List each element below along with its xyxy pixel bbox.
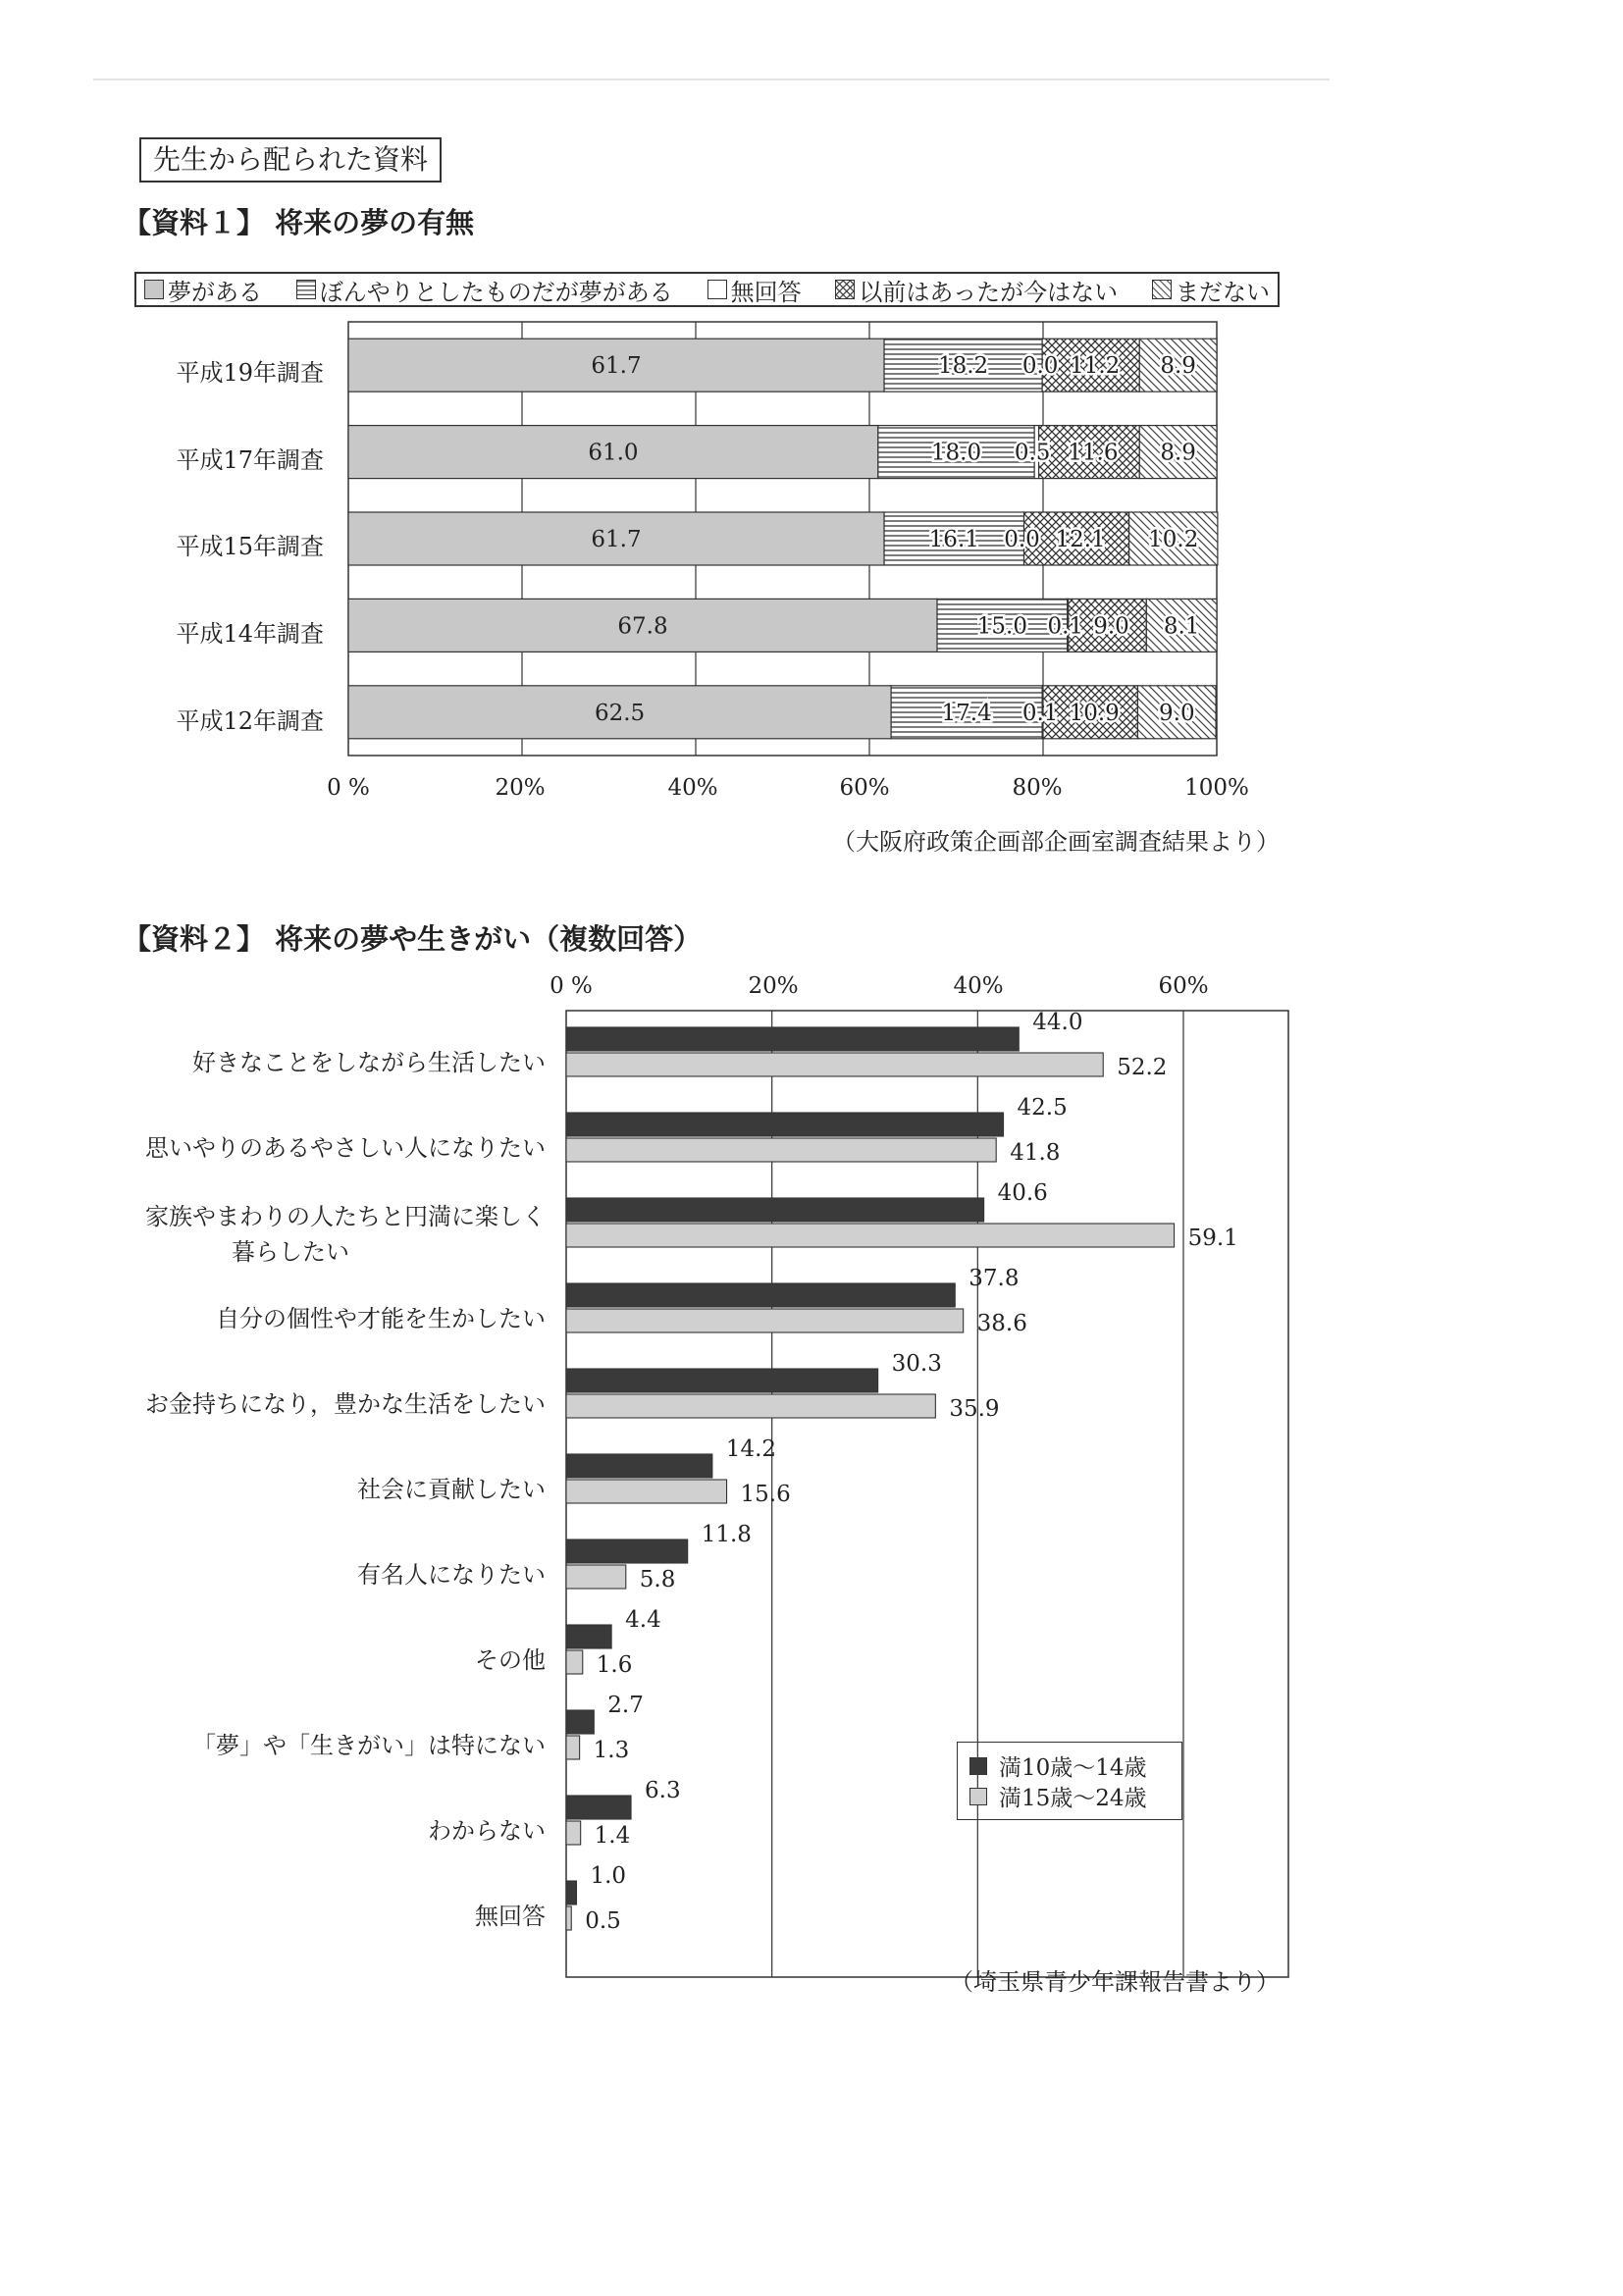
chart2-bar (566, 1309, 964, 1332)
chart2-category-label: その他 (475, 1646, 546, 1674)
chart2-category-label: 暮らしたい (232, 1238, 349, 1266)
chart1-category-label: 平成19年調査 (176, 359, 324, 387)
chart1-value-label: 11.2 (1070, 353, 1121, 380)
chart1-value-label: 61.7 (591, 353, 642, 380)
chart2-bar (566, 1650, 583, 1674)
legend-label: ぼんやりとしたものだが夢がある (319, 278, 673, 306)
chart1-value-label: 18.0 (930, 440, 982, 466)
chart1-x-tick: 100% (1184, 775, 1249, 801)
legend-swatch-light (969, 1788, 987, 1805)
chart2-bar (566, 1053, 1103, 1076)
document-label: 先生から配られた資料 (139, 137, 442, 183)
chart2-category-label: 家族やまわりの人たちと円満に楽しく (145, 1203, 546, 1230)
chart2-value-label: 35.9 (949, 1396, 1000, 1422)
chart1-value-label: 8.9 (1160, 353, 1196, 380)
chart1-value-label: 62.5 (594, 700, 646, 726)
chart2-value-label: 2.7 (607, 1693, 644, 1718)
chart2-bar (566, 1480, 727, 1503)
chart2-value-label: 6.3 (645, 1778, 681, 1803)
chart2-value-label: 14.2 (725, 1436, 777, 1462)
chart2-value-label: 30.3 (891, 1351, 942, 1377)
chart1-value-label: 9.0 (1093, 613, 1129, 640)
chart2-x-tick: 20% (748, 973, 799, 999)
legend-label: 無回答 (730, 278, 802, 306)
chart2-x-tick: 60% (1158, 973, 1209, 999)
chart2-category-label: 有名人になりたい (357, 1561, 546, 1589)
chart2-legend (957, 1742, 1182, 1820)
chart1-value-label: 0.5 (1014, 440, 1051, 466)
chart1-value-label: 15.0 (976, 613, 1028, 640)
chart1-value-label: 0.1 (1047, 613, 1084, 640)
chart2-value-label: 1.6 (596, 1652, 633, 1678)
chart1-value-label: 9.0 (1159, 700, 1195, 726)
chart2-category-label: 「夢」や「生きがい」は特にない (192, 1732, 546, 1759)
chart2-bar (566, 1283, 955, 1307)
chart1-category-label: 平成17年調査 (176, 446, 324, 474)
legend-label: 夢がある (168, 278, 262, 306)
chart2-category-label: 社会に貢献したい (357, 1476, 546, 1503)
chart2-value-label: 5.8 (639, 1567, 676, 1592)
chart2-category-label: 思いやりのあるやさしい人になりたい (145, 1134, 546, 1162)
chart2-value-label: 11.8 (701, 1522, 752, 1547)
chart1-value-label: 16.1 (928, 527, 979, 552)
chart2-value-label: 41.8 (1010, 1140, 1061, 1166)
legend-item-age-15-24 (969, 1781, 1170, 1811)
chart1-value-label: 8.9 (1160, 440, 1196, 466)
chart2-bar (566, 1821, 581, 1845)
chart2-value-label: 38.6 (976, 1311, 1027, 1336)
chart2-bar (566, 1369, 878, 1392)
chart1-x-tick: 40% (667, 775, 718, 801)
chart2-value-label: 42.5 (1017, 1095, 1068, 1121)
chart1-x-tick: 60% (839, 775, 890, 801)
chart2-bar (566, 1736, 580, 1759)
chart1-value-label: 8.1 (1163, 613, 1200, 640)
chart1-value-label: 0.0 (1021, 353, 1059, 380)
chart2-value-label: 4.4 (625, 1607, 661, 1633)
chart2-value-label: 1.0 (590, 1863, 627, 1889)
chart2-x-tick: 0 % (550, 973, 593, 999)
chart1-value-label: 10.2 (1148, 527, 1199, 552)
chart2-bar (566, 1796, 631, 1819)
chart1-category-label: 平成14年調査 (176, 620, 324, 648)
chart2-bar (566, 1881, 576, 1905)
legend-label: 満10歳～14歳 (999, 1755, 1147, 1781)
chart2-value-label: 52.2 (1117, 1055, 1168, 1080)
chart1-category-label: 平成12年調査 (176, 707, 324, 735)
legend-label: 以前はあったが今はない (859, 278, 1119, 306)
legend-label: 満15歳～24歳 (999, 1786, 1147, 1811)
chart1-value-label: 10.9 (1069, 700, 1120, 726)
chart2-value-label: 1.4 (594, 1823, 631, 1849)
chart1-value-label: 11.6 (1068, 440, 1119, 466)
legend-label: まだない (1175, 278, 1270, 306)
chart1-value-label: 61.7 (591, 527, 642, 552)
chart1-x-tick: 0 % (327, 775, 370, 801)
chart2-x-tick: 40% (953, 973, 1004, 999)
chart2-value-label: 15.6 (740, 1482, 791, 1507)
chart2-category-label: 好きなことをしながら生活したい (192, 1049, 546, 1076)
chart1-value-label: 67.8 (617, 613, 668, 640)
chart2-source: （埼玉県青少年課報告書より） (950, 1968, 1280, 1996)
chart2-bar (566, 1113, 1004, 1136)
chart1-value-label: 18.2 (937, 353, 989, 380)
chart1-x-tick: 80% (1012, 775, 1063, 801)
chart2-category-label: 無回答 (475, 1903, 546, 1930)
chart1-title: 【資料１】 将来の夢の有無 (123, 206, 475, 239)
chart2-bar (566, 1565, 626, 1589)
chart2-bar (566, 1454, 712, 1478)
chart2-value-label: 44.0 (1032, 1010, 1083, 1035)
chart1-source: （大阪府政策企画部企画室調査結果より） (832, 828, 1280, 856)
chart2-category-label: お金持ちになり，豊かな生活をしたい (145, 1390, 546, 1418)
chart1-category-label: 平成15年調査 (176, 533, 324, 560)
chart1-value-label: 0.0 (1004, 527, 1040, 552)
chart2-bar (566, 1198, 984, 1222)
chart2-bar (566, 1625, 611, 1648)
chart1-value-label: 12.1 (1055, 527, 1106, 552)
chart2-bar (566, 1138, 996, 1162)
chart2-bar (566, 1539, 688, 1563)
chart2-value-label: 0.5 (585, 1908, 621, 1934)
chart2-bar (566, 1224, 1175, 1247)
chart2-bar (566, 1710, 594, 1734)
chart2-category-label: 自分の個性や才能を生かしたい (216, 1305, 546, 1332)
chart2-value-label: 37.8 (969, 1266, 1020, 1291)
chart1-value-label: 17.4 (941, 700, 992, 726)
chart2-bar (566, 1906, 571, 1930)
chart2-title: 【資料２】 将来の夢や生きがい（複数回答） (123, 922, 703, 956)
chart2-category-label: わからない (428, 1817, 546, 1845)
chart2-value-label: 59.1 (1187, 1226, 1238, 1251)
chart1-value-label: 61.0 (588, 440, 639, 466)
legend-item-age-10-14 (969, 1750, 1170, 1781)
chart1-x-tick: 20% (495, 775, 546, 801)
chart2-value-label: 40.6 (997, 1180, 1048, 1206)
chart2-bar (566, 1027, 1019, 1051)
chart2-value-label: 1.3 (593, 1738, 630, 1763)
legend-swatch-dark (969, 1757, 987, 1775)
chart2-bar (566, 1394, 935, 1418)
chart1-value-label: 0.1 (1021, 700, 1059, 726)
